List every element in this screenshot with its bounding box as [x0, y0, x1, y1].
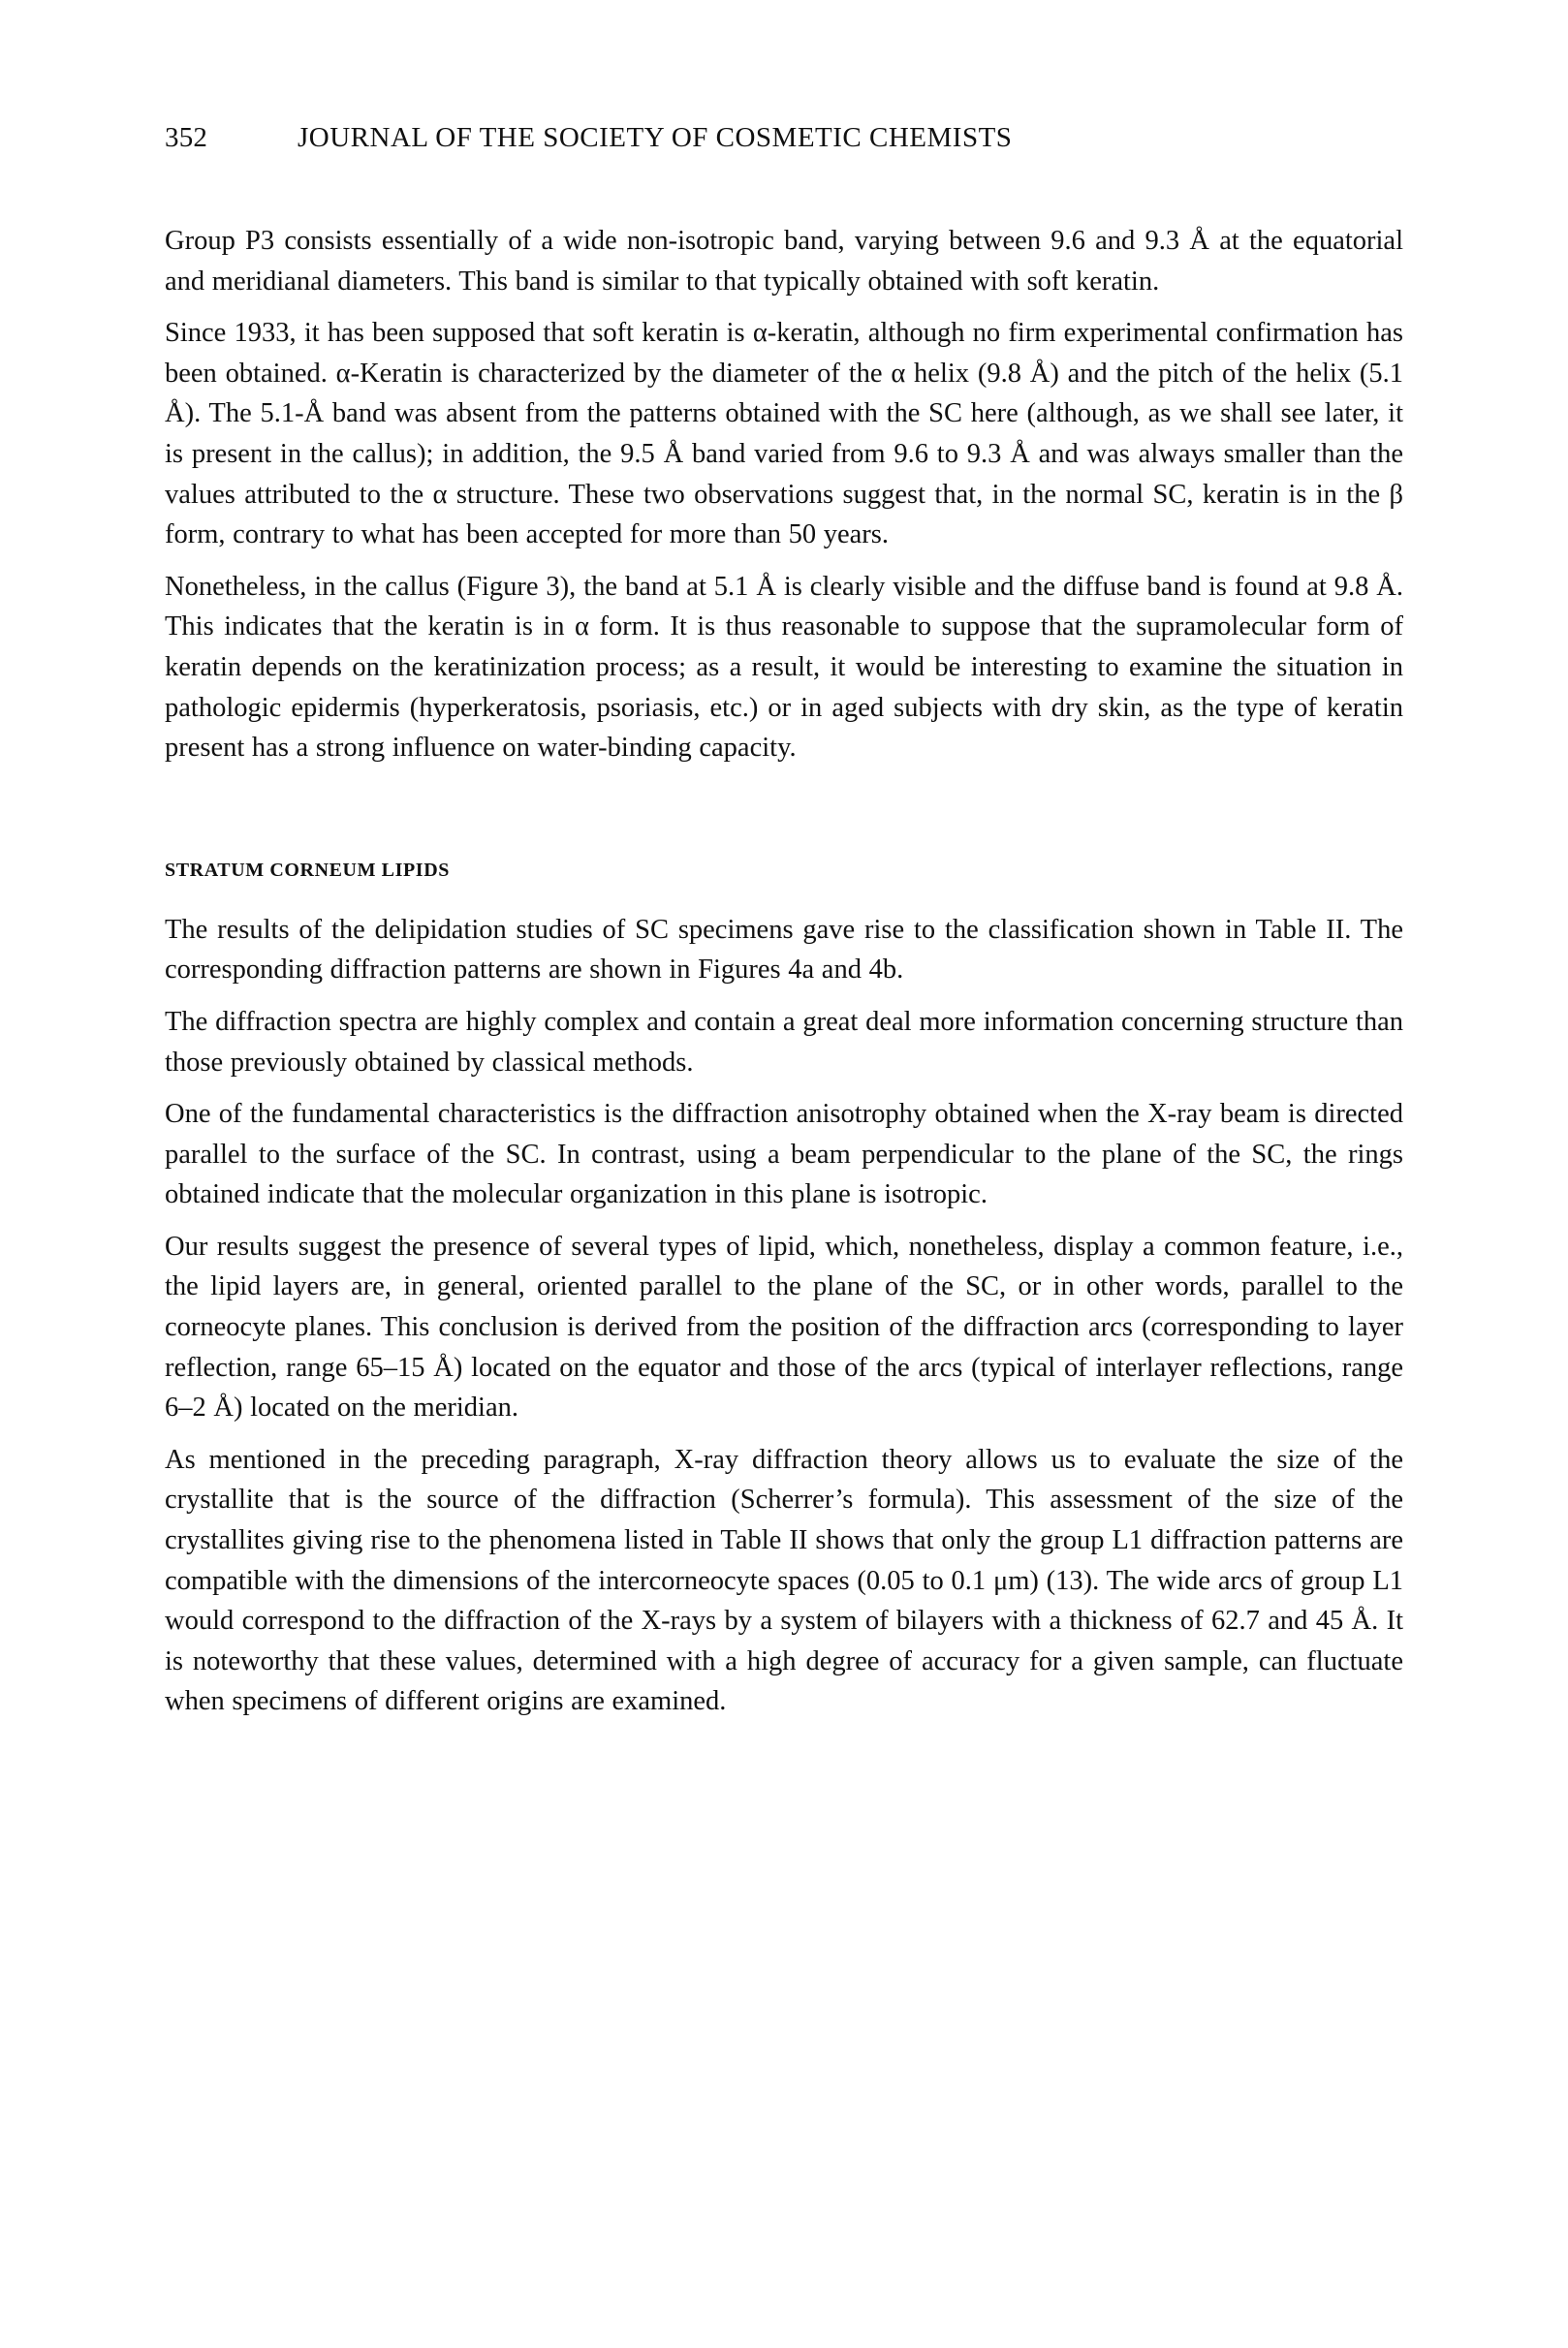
page-number: 352: [165, 122, 208, 153]
running-head: [165, 118, 1403, 157]
journal-title: JOURNAL OF THE SOCIETY OF COSMETIC CHEMISTS: [298, 122, 1013, 153]
paragraph-scherrer: As mentioned in the preceding paragraph, X-ray diffraction theory allows us to evaluate the size of the crystallite that is the source of the diffraction (Scherrer’s formula). This assessment of the size of the crystallites giving rise to the phenomena listed in Table II shows that only the group L1 diffraction patterns are compatible with the dimensions of the intercorneocyte spaces (0.05 to 0.1 μm) (13). The wide arcs of group L1 would correspond to the diffraction of the X-rays by a system of bilayers with a thickness of 62.7 and 45 Å. It is noteworthy that these values, determined with a high degree of accuracy for a given sample, can fluctuate when specimens of different origins are examined.: [165, 1444, 1403, 1717]
paragraph-anisotropy: One of the fundamental characteristics is the diffraction anisotrophy obtained when the X-ray beam is directed parallel to the surface of the SC. In contrast, using a beam perpendicular to the plane of the SC, the rings obtained indicate that the molecular organization in this plane is isotropic.: [165, 1099, 1403, 1210]
section-heading-sc-lipids: STRATUM CORNEUM LIPIDS: [165, 859, 450, 881]
paragraph-callus: Nonetheless, in the callus (Figure 3), the band at 5.1 Å is clearly visible and the diffuse band is found at 9.8 Å. This indicates that the keratin is in α form. It is thus reasonable to suppose that the supramolecular form of keratin depends on the keratinization process; as a result, it would be interesting to examine the situation in pathologic epidermis (hyperkeratosis, psoriasis, etc.) or in aged subjects with dry skin, as the type of keratin present has a strong influence on water-binding capacity.: [165, 571, 1403, 764]
article-body: [165, 221, 1403, 1734]
paragraph-group-p3: Group P3 consists essentially of a wide non-isotropic band, varying between 9.6 and 9.3 Å at the equatorial and meridianal diameters. This band is similar to that typically obtained with soft keratin.: [165, 226, 1403, 297]
paragraph-diffraction-spectra: The diffraction spectra are highly complex and contain a great deal more information concerning structure than those previously obtained by classical methods.: [165, 1006, 1403, 1078]
paragraph-lipid-types: Our results suggest the presence of several types of lipid, which, nonetheless, display a common feature, i.e., the lipid layers are, in general, oriented parallel to the plane of the SC, or in other words, parallel to the corneocyte planes. This conclusion is derived from the position of the diffraction arcs (corresponding to layer reflection, range 65–15 Å) located on the equator and those of the arcs (typical of interlayer reflections, range 6–2 Å) located on the meridian.: [165, 1231, 1403, 1424]
paragraph-alpha-keratin: Since 1933, it has been supposed that soft keratin is α-keratin, although no firm experimental confirmation has been obtained. α-Keratin is characterized by the diameter of the α helix (9.8 Å) and the pitch of the helix (5.1 Å). The 5.1-Å band was absent from the patterns obtained with the SC here (although, as we shall see later, it is present in the callus); in addition, the 9.5 Å band varied from 9.6 to 9.3 Å and was always smaller than the values attributed to the α structure. These two observations suggest that, in the normal SC, keratin is in the β form, contrary to what has been accepted for more than 50 years.: [165, 318, 1403, 550]
paragraph-delipidation: The results of the delipidation studies of SC specimens gave rise to the classification shown in Table II. The corresponding diffraction patterns are shown in Figures 4a and 4b.: [165, 914, 1403, 986]
